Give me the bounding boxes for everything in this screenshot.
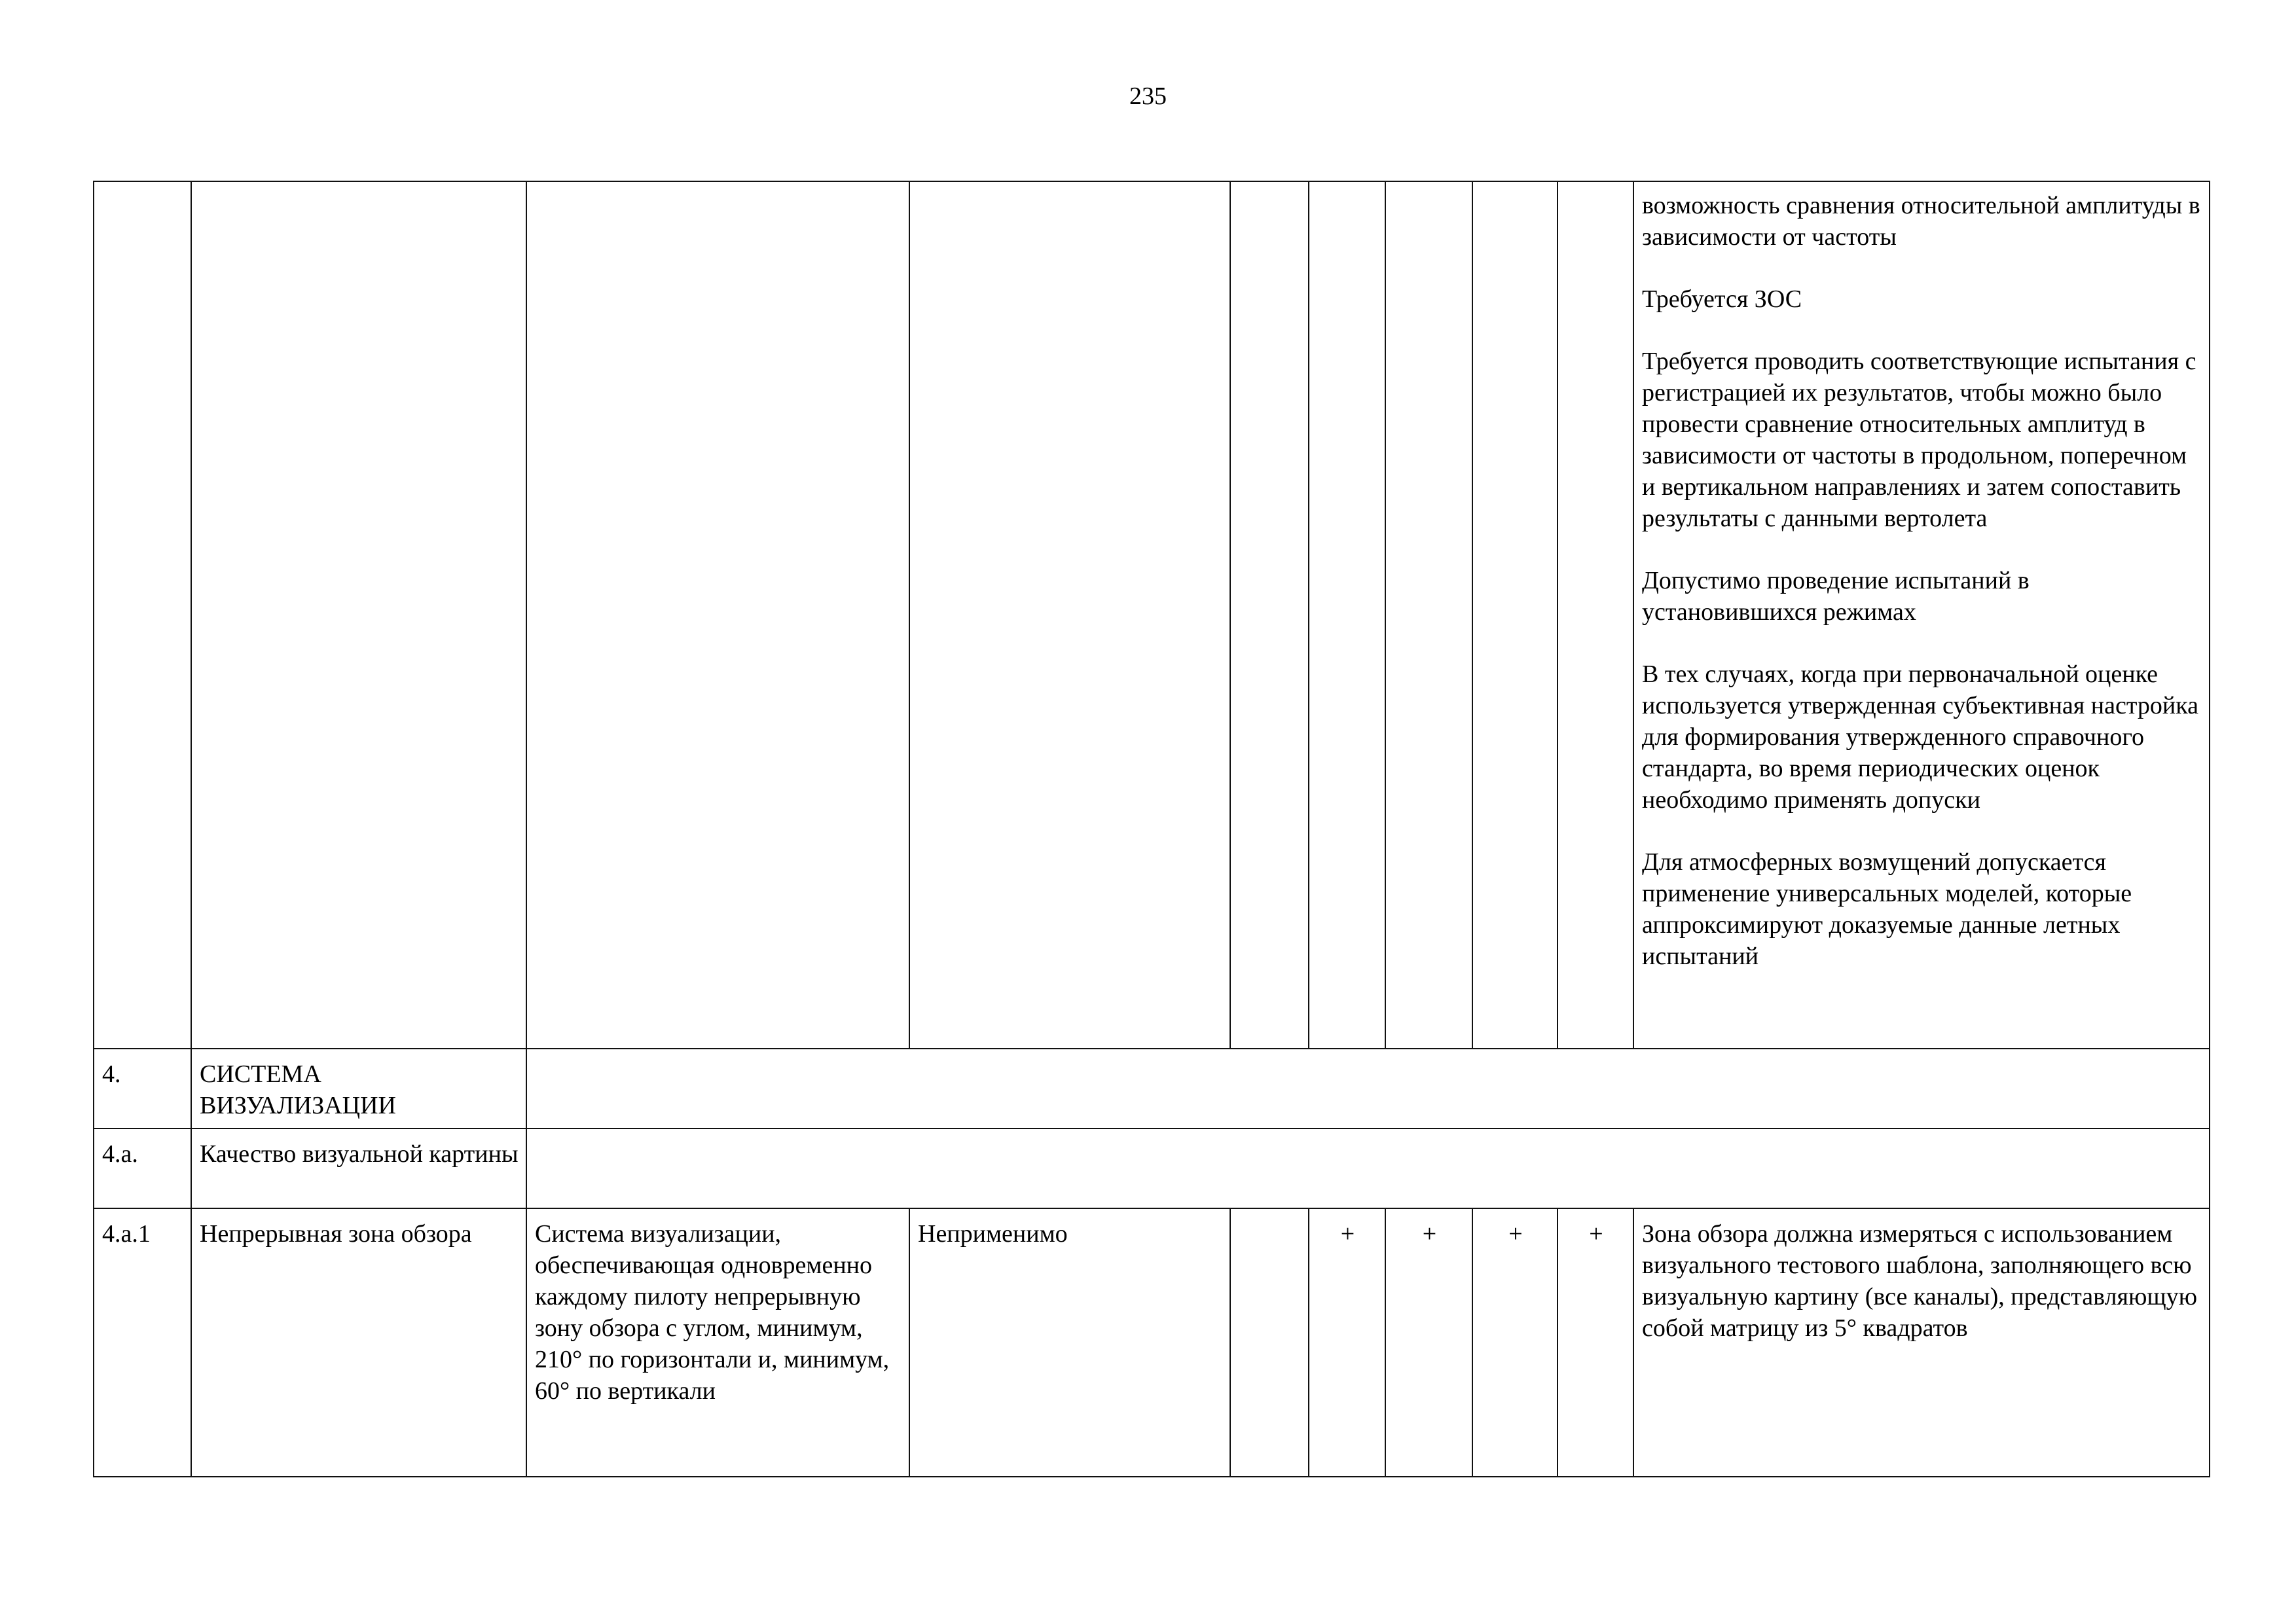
cell-level-2 [1309,181,1385,1049]
row-requirement: Система визуализации, обеспечивающая одновременно каждому пилоту непрерывную зону обзора с углом, минимум, 210° по горизонтали и, минимум, 60° по вертикали [526,1208,909,1477]
table-row-4a1 [94,1208,2210,1477]
cell-level-4 [1472,181,1558,1049]
subsection-title: Качество визуальной картины [191,1128,526,1208]
requirements-table [93,181,2210,1477]
cell-tolerance [909,181,1230,1049]
row-name [191,1208,526,1477]
level-mark: + [1558,1208,1633,1477]
note-paragraph: В тех случаях, когда при первоначальной оценке используется утвержденная субъективная настройка для формирования утвержденного справочного стандарта, во время периодических оценок необходимо применять допуски [1642,660,2199,814]
note-paragraph: Требуется проводить соответствующие испытания с регистрацией их результатов, чтобы можно было провести сравнение относительных амплитуд в зависимости от частоты в продольном, поперечном и вертикальном направлениях и затем сопоставить результаты с данными вертолета [1642,348,2196,532]
cell-name [191,181,526,1049]
cell-level-3 [1385,181,1472,1049]
level-mark: + [1472,1208,1558,1477]
subsection-number: 4.a. [94,1128,191,1208]
row-name-text: Непрерывная зона обзора [200,1220,472,1248]
table-row-continuation [94,181,2210,1049]
note-paragraph: Для атмосферных возмущений допускается применение универсальных моделей, которые аппроксимируют доказуемые данные летных испытаний [1642,848,2132,970]
subsection-empty-cell [526,1128,2210,1208]
cell-level-5 [1558,181,1633,1049]
note-paragraph: возможность сравнения относительной амплитуды в зависимости от частоты [1642,192,2200,251]
section-title: СИСТЕМА ВИЗУАЛИЗАЦИИ [191,1049,526,1128]
section-number: 4. [94,1049,191,1128]
section-empty-cell [526,1049,2210,1128]
level-mark: + [1309,1208,1385,1477]
note-paragraph: Требуется ЗОС [1642,285,1802,313]
level-mark [1230,1208,1309,1477]
cell-number [94,181,191,1049]
table-row-section-4a [94,1128,2210,1208]
level-mark: + [1385,1208,1472,1477]
cell-requirement [526,181,909,1049]
row-notes: Зона обзора должна измеряться с использованием визуального тестового шаблона, заполняющего всю визуальную картину (все каналы), представляющую собой матрицу из 5° квадратов [1633,1208,2210,1477]
row-number: 4.a.1 [94,1208,191,1477]
cell-notes [1633,181,2210,1049]
page-number: 235 [1129,82,1167,110]
row-tolerance: Неприменимо [909,1208,1230,1477]
table-row-section-4 [94,1049,2210,1128]
cell-level-1 [1230,181,1309,1049]
note-paragraph: Допустимо проведение испытаний в установившихся режимах [1642,567,2030,626]
